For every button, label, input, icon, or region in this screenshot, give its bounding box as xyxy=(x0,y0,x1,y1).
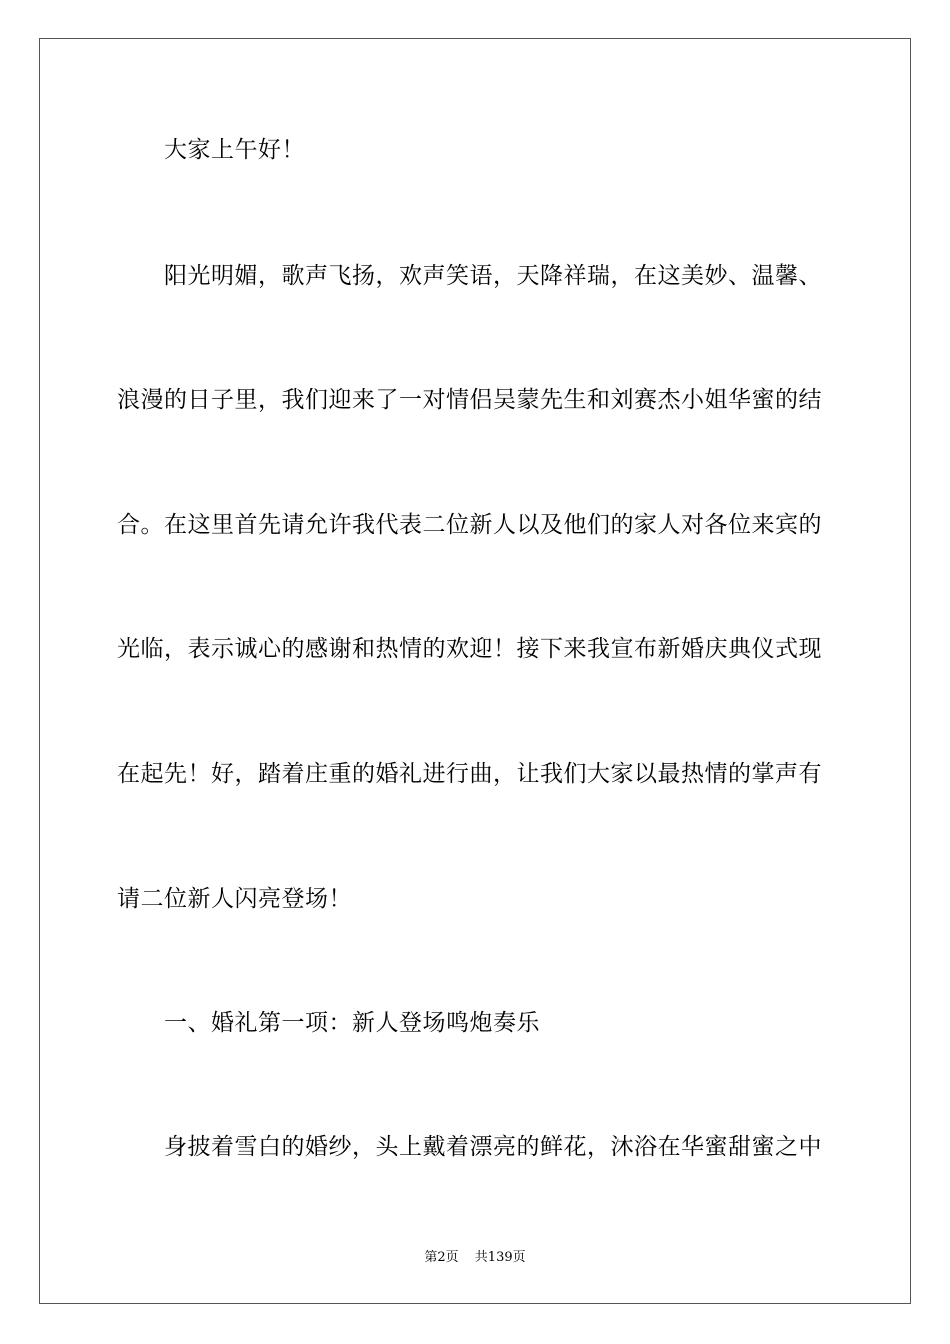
greeting-line: 大家上午好！ xyxy=(164,137,305,163)
paragraph-line: 合。在这里首先请允许我代表二位新人以及他们的家人对各位来宾的 xyxy=(117,512,822,538)
page-frame xyxy=(39,38,911,1304)
page-number-total: 共139页 xyxy=(474,1250,526,1265)
page-footer xyxy=(0,1249,950,1267)
paragraph-line: 请二位新人闪亮登场！ xyxy=(117,886,352,912)
paragraph-line: 光临，表示诚心的感谢和热情的欢迎！接下来我宣布新婚庆典仪式现 xyxy=(117,636,822,662)
section-heading: 一、婚礼第一项：新人登场鸣炮奏乐 xyxy=(164,1010,540,1036)
paragraph-line: 在起先！好，踏着庄重的婚礼进行曲，让我们大家以最热情的掌声有 xyxy=(117,761,822,787)
paragraph-line: 身披着雪白的婚纱，头上戴着漂亮的鲜花，沐浴在华蜜甜蜜之中 xyxy=(164,1134,822,1160)
paragraph-line: 阳光明媚，歌声飞扬，欢声笑语，天降祥瑞，在这美妙、温馨、 xyxy=(164,263,822,289)
paragraph-line: 浪漫的日子里，我们迎来了一对情侣吴蒙先生和刘赛杰小姐华蜜的结 xyxy=(117,387,822,413)
page-number-current: 第2页 xyxy=(424,1250,459,1265)
